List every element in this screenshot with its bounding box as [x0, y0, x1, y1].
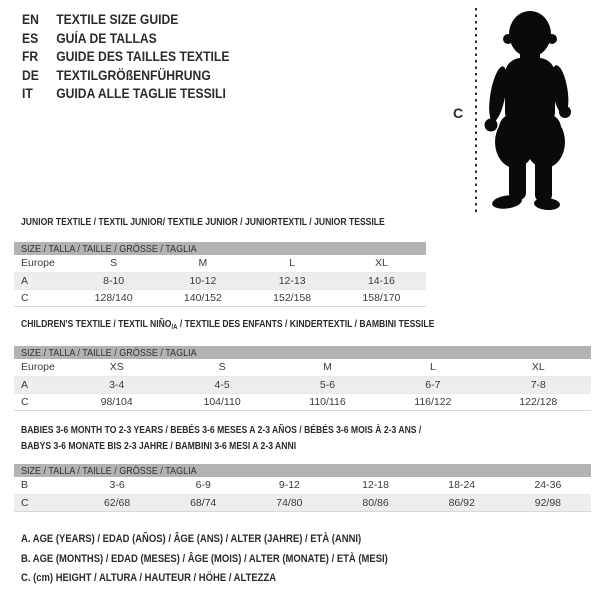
height-cell: 116/122: [380, 393, 485, 410]
age-cell: 4-5: [169, 376, 274, 393]
junior-section: [14, 217, 426, 307]
row-label: Europe: [14, 359, 64, 376]
age-cell: 6-7: [380, 376, 485, 393]
junior-section-title: JUNIOR TEXTILE / TEXTIL JUNIOR/ TEXTILE JUNIOR / JUNIORTEXTIL / JUNIOR TESSILE: [21, 217, 385, 228]
age-cell: 6-9: [160, 477, 246, 494]
lang-title: GUIDA ALLE TAGLIE TESSILI: [56, 86, 226, 101]
lang-title: TEXTILE SIZE GUIDE: [56, 12, 179, 27]
babies-size-table: [14, 464, 591, 512]
height-cell: 152/158: [248, 289, 337, 306]
age-cell: 12-13: [248, 272, 337, 289]
age-cell: 8-10: [69, 272, 158, 289]
size-header-bar: SIZE / TALLA / TAILLE / GRÖSSE / TAGLIA: [14, 346, 591, 359]
size-cell: XL: [337, 255, 426, 272]
size-cell: M: [158, 255, 247, 272]
age-cell: 7-8: [486, 376, 591, 393]
row-label: B: [14, 477, 74, 494]
height-cell: 98/104: [64, 393, 169, 410]
age-cell: 10-12: [158, 272, 247, 289]
height-cell: 86/92: [419, 494, 505, 511]
table-row-height: [14, 494, 591, 511]
childrens-section-title: CHILDREN'S TEXTILE / TEXTIL $NIÑO_{/A}$ / TEXTILE DES ENFANTS / KINDERTEXTIL / BAMBINI TESSILE: [21, 319, 435, 331]
lang-row-en: [22, 11, 253, 30]
table-row-age: [14, 376, 591, 393]
footnote-height-cm: C. (cm) HEIGHT / ALTURA / HAUTEUR / HÖHE / ALTEZZA: [21, 572, 277, 584]
table-row-height: [14, 393, 591, 410]
childrens-size-table: [14, 346, 591, 411]
height-cell: 74/80: [246, 494, 332, 511]
height-cell: 110/116: [275, 393, 380, 410]
language-title-list: [22, 11, 253, 104]
footnote-age-years: A. AGE (YEARS) / EDAD (AÑOS) / ÂGE (ANS) / ALTER (JAHRE) / ETÀ (ANNI): [21, 533, 362, 545]
age-cell: 18-24: [419, 477, 505, 494]
table-row-height: [14, 289, 426, 306]
height-cell: 158/170: [337, 289, 426, 306]
lang-code: EN: [22, 12, 39, 27]
lang-code: ES: [22, 30, 39, 46]
size-cell: S: [69, 255, 158, 272]
height-measure-figure: [440, 0, 600, 215]
size-cell: L: [248, 255, 337, 272]
age-cell: 3-4: [64, 376, 169, 393]
size-cell: XS: [64, 359, 169, 376]
nino-a-subscript: /A: [171, 324, 178, 331]
table-row-europe: [14, 359, 591, 376]
lang-title: TEXTILGRÖßENFÜHRUNG: [56, 67, 211, 83]
height-cell: 128/140: [69, 289, 158, 306]
toddler-silhouette-icon: [482, 8, 574, 210]
lang-row-it: [22, 85, 253, 104]
size-header-bar: SIZE / TALLA / TAILLE / GRÖSSE / TAGLIA: [14, 242, 426, 255]
footnote-age-months: B. AGE (MONTHS) / EDAD (MESES) / ÂGE (MOIS) / ALTER (MONATE) / ETÀ (MESI): [21, 552, 388, 565]
table-row-age: [14, 272, 426, 289]
lang-row-es: [22, 30, 253, 49]
height-cell: 104/110: [169, 393, 274, 410]
table-row-europe: [14, 255, 426, 272]
height-cell: 80/86: [332, 494, 418, 511]
lang-code: IT: [22, 86, 33, 101]
row-label: C: [14, 393, 64, 410]
height-cell: 62/68: [74, 494, 160, 511]
age-cell: 24-36: [505, 477, 591, 494]
lang-row-fr: [22, 48, 253, 67]
lang-code: FR: [22, 49, 39, 64]
row-label: C: [14, 289, 69, 306]
age-cell: 5-6: [275, 376, 380, 393]
age-cell: 14-16: [337, 272, 426, 289]
row-label: C: [14, 494, 74, 511]
age-cell: 9-12: [246, 477, 332, 494]
junior-size-table: [14, 242, 426, 307]
lang-row-de: [22, 67, 253, 86]
row-label: Europe: [14, 255, 69, 272]
size-cell: L: [380, 359, 485, 376]
row-label: A: [14, 272, 69, 289]
size-header-bar: SIZE / TALLA / TAILLE / GRÖSSE / TAGLIA: [14, 464, 591, 477]
size-cell: S: [169, 359, 274, 376]
row-label: A: [14, 376, 64, 393]
height-cell: 68/74: [160, 494, 246, 511]
size-cell: XL: [486, 359, 591, 376]
height-cell: 122/128: [486, 393, 591, 410]
babies-section-title: BABIES 3-6 MONTH TO 2-3 YEARS / BEBÉS 3-6 MESES A 2-3 AÑOS / BÉBÉS 3-6 MOIS À 2-3 ANS / BABYS 3-6 MONATE BIS 2-3 JAHRE / BAMBINI 3-6 MESI A 2-3 ANNI: [21, 425, 422, 452]
height-measure-label: C: [453, 105, 464, 121]
legend-footnotes: [21, 530, 448, 589]
height-cell: 92/98: [505, 494, 591, 511]
size-cell: M: [275, 359, 380, 376]
lang-code: DE: [22, 67, 39, 83]
height-cell: 140/152: [158, 289, 247, 306]
lang-title: GUÍA DE TALLAS: [56, 30, 157, 46]
babies-section: [14, 423, 591, 512]
table-row-age-months: [14, 477, 591, 494]
lang-title: GUIDE DES TAILLES TEXTILE: [56, 49, 230, 64]
height-dotted-line-icon: [475, 8, 477, 212]
age-cell: 3-6: [74, 477, 160, 494]
age-cell: 12-18: [332, 477, 418, 494]
childrens-section: [14, 319, 591, 411]
